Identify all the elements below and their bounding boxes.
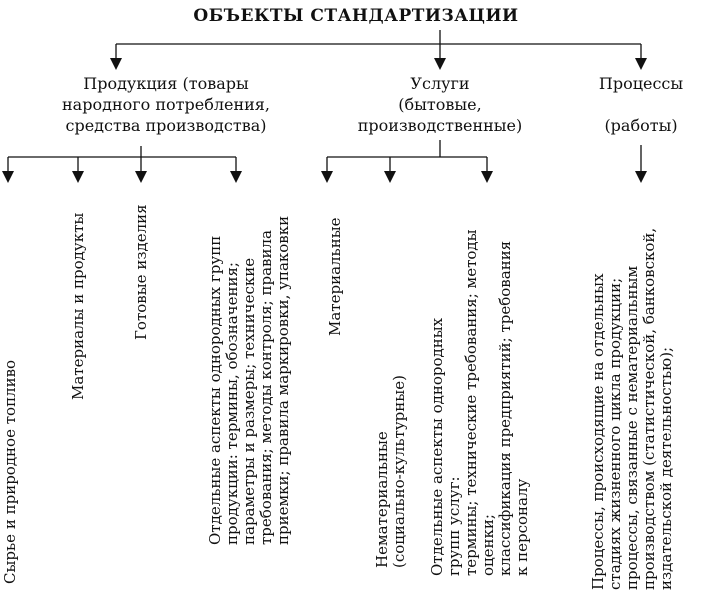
item-materials-products: Материалы и продукты	[69, 212, 87, 400]
item-nonmaterial-services: Нематериальные (социально-культурные)	[373, 375, 408, 568]
arrowhead	[2, 171, 14, 183]
arrowhead	[321, 171, 333, 183]
category-processes-label: Процессы (работы)	[598, 74, 684, 135]
category-products-label: Продукция (товары народного потребления, средства производства)	[62, 74, 270, 135]
arrowhead	[72, 171, 84, 183]
arrowhead	[481, 171, 493, 183]
arrowhead	[135, 171, 147, 183]
arrowhead	[384, 171, 396, 183]
item-service-group-aspects: Отдельные аспекты однородных групп услуг: термины; технические требования; методы оценки; классификация предприятий; требования к персоналу	[428, 229, 531, 576]
item-material-services: Материальные	[326, 217, 344, 336]
item-product-group-aspects: Отдельные аспекты однородных групп продукции: термины, обозначения; параметры и размеры; технические требования; методы контроля; правила приемки; правила маркировки, упаковки	[206, 215, 292, 545]
arrowhead	[110, 58, 122, 70]
item-raw-materials-fuel: Сырье и природное топливо	[1, 359, 19, 584]
diagram-title: ОБЪЕКТЫ СТАНДАРТИЗАЦИИ	[193, 6, 519, 26]
arrowhead	[635, 58, 647, 70]
arrowhead	[230, 171, 242, 183]
item-finished-goods: Готовые изделия	[132, 204, 150, 340]
category-services-label: Услуги (бытовые, производственные)	[357, 74, 523, 135]
arrowhead	[434, 58, 446, 70]
item-process-lifecycle: Процессы, происходящие на отдельных стадиях жизненного цикла продукции; процессы, связанные с нематериальным производством (статистической, банковской, издательской деятельностью);	[589, 227, 675, 590]
arrowhead	[635, 171, 647, 183]
